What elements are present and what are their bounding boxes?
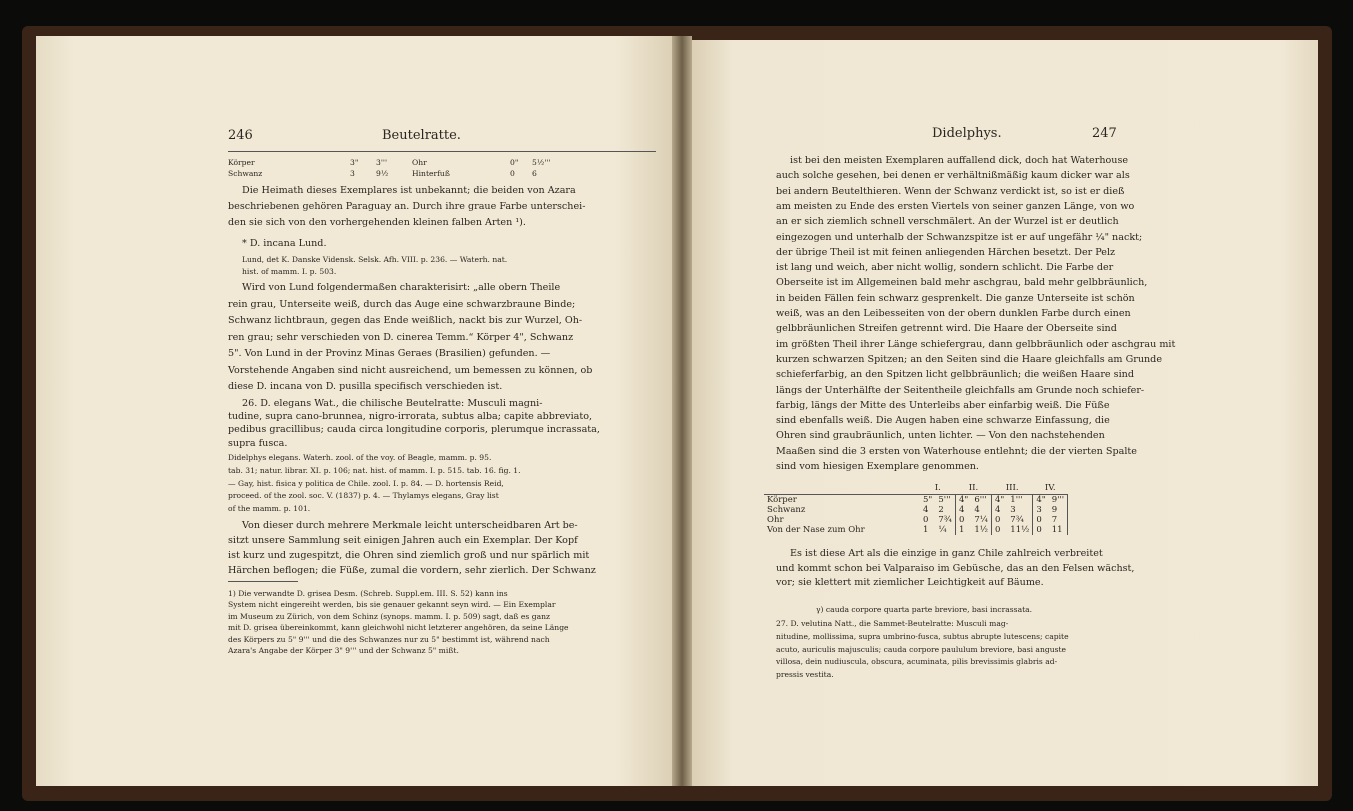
table-column-header: I.	[920, 482, 955, 495]
text-line: an er sich ziemlich schnell verschmälert. An der Wurzel ist er deutlich	[776, 216, 1119, 228]
text-line: pedibus gracillibus; cauda circa longitudine corporis, plerumque incrassata,	[228, 424, 600, 436]
table-row-label: Körper	[767, 495, 797, 505]
measurements-table	[764, 482, 1068, 535]
text-line: proceed. of the zool. soc. V. (1837) p. 4. — Thylamys elegans, Gray list	[228, 491, 499, 501]
text-line: beschriebenen gehören Paraguay an. Durch ihre graue Farbe unterschei-	[228, 201, 586, 212]
text-line: villosa, dein nudiuscula, obscura, acuminata, pilis brevissimis glabris ad-	[776, 657, 1058, 667]
measure-cell: 0	[510, 169, 515, 178]
measure-cell: 3"	[350, 158, 359, 167]
table-cell: 3	[1007, 505, 1033, 515]
header-rule	[228, 151, 656, 152]
table-cell: 4"	[958, 495, 969, 505]
table-column-header: IV.	[1033, 482, 1068, 495]
text-line: Maaßen sind die 3 ersten von Waterhouse entlehnt; die der vierten Spalte	[776, 445, 1137, 457]
text-line: Azara's Angabe der Körper 3" 9''' und der Schwanz 5" mißt.	[228, 646, 459, 655]
text-line: of the mamm. p. 101.	[228, 504, 311, 514]
text-line: gelbbräunlichen Streifen getrennt wird. Die Haare der Oberseite sind	[776, 323, 1117, 335]
text-line: 26. D. elegans Wat., die chilische Beutelratte: Musculi magni-	[242, 398, 543, 409]
text-line: tab. 31; natur. librar. XI. p. 106; nat. hist. of mamm. I. p. 515. tab. 16. fig. 1.	[228, 465, 521, 475]
text-line: den sie sich von den vorhergehenden kleinen falben Arten ¹).	[228, 217, 526, 228]
text-line: Die Heimath dieses Exemplares ist unbekannt; die beiden von Azara	[242, 185, 576, 196]
measure-cell: 3	[350, 169, 355, 178]
table-cell: 5"	[923, 495, 933, 505]
measure-cell: 6	[532, 169, 537, 178]
table-cell: 7¾	[935, 515, 955, 525]
table-cell: 0	[1036, 525, 1042, 535]
text-line: sind vom hiesigen Exemplare genommen.	[776, 461, 979, 472]
table-row	[764, 505, 1068, 515]
table-cell: 9	[1049, 505, 1068, 515]
text-line: Von dieser durch mehrere Merkmale leicht unterscheidbaren Art be-	[242, 520, 578, 531]
table-cell: ¼	[935, 525, 955, 535]
table-cell: 11½	[1007, 525, 1033, 535]
measure-cell: Schwanz	[228, 169, 263, 178]
text-line: farbig, längs der Mitte des Unterleibs aber einfarbig weiß. Die Füße	[776, 399, 1110, 411]
right-running-head: Didelphys.	[932, 126, 1002, 141]
text-line: der übrige Theil ist mit feinen anliegenden Härchen besetzt. Der Pelz	[776, 246, 1116, 258]
species-title: * D. incana Lund.	[242, 238, 327, 249]
table-cell: 7¾	[1007, 515, 1033, 525]
measure-cell: 5½'''	[532, 158, 551, 167]
table-cell: 4	[994, 505, 1001, 515]
text-line: Schwanz lichtbraun, gegen das Ende weißlich, nackt bis zur Wurzel, Oh-	[228, 315, 583, 326]
text-line: Lund, det K. Danske Vidensk. Selsk. Afh. VIII. p. 236. — Waterh. nat.	[242, 255, 508, 264]
text-line: im Museum zu Zürich, von dem Schinz (synops. mamm. I. p. 509) sagt, daß es ganz	[228, 611, 550, 621]
table-cell: 5'''	[935, 495, 955, 506]
text-line: hist. of mamm. I. p. 503.	[242, 267, 337, 276]
text-line: mit D. grisea übereinkommt, kann gleichwohl nicht letzterer angehören, da seine Länge	[228, 623, 569, 633]
text-line: supra fusca.	[228, 437, 288, 449]
text-line: ist kurz und zugespitzt, die Ohren sind ziemlich groß und nur spärlich mit	[228, 550, 590, 561]
table-cell: 6'''	[971, 495, 991, 506]
text-line: diese D. incana von D. pusilla specifisch verschieden ist.	[228, 381, 503, 392]
table-cell: 0	[994, 525, 1001, 535]
text-line: eingezogen und unterhalb der Schwanzspitze ist er auf ungefähr ¼" nackt;	[776, 231, 1143, 243]
text-line: Vorstehende Angaben sind nicht ausreichend, um bemessen zu können, ob	[228, 364, 593, 376]
left-page-number: 246	[228, 128, 253, 143]
table-row	[764, 495, 1068, 506]
table-row	[764, 525, 1068, 535]
measure-cell: Hinterfuß	[412, 169, 450, 178]
text-line: ist bei den meisten Exemplaren auffallend dick, doch hat Waterhouse	[790, 155, 1129, 166]
small-note: γ) cauda corpore quarta parte breviore, basi incrassata.	[816, 605, 1033, 614]
left-running-head: Beutelratte.	[382, 128, 461, 143]
table-cell: 4	[971, 505, 991, 515]
text-line: tudine, supra cano-brunnea, nigro-irrorata, subtus alba; capite abbreviato,	[228, 411, 593, 423]
text-line: rein grau, Unterseite weiß, durch das Auge eine schwarzbraune Binde;	[228, 298, 576, 310]
text-line: kurzen schwarzen Spitzen; an den Seiten sind die Haare gleichfalls am Grunde	[776, 353, 1162, 365]
table-column-header: II.	[955, 482, 991, 495]
table-cell: 4"	[1036, 495, 1046, 505]
text-line: bei andern Beutelthieren. Wenn der Schwanz verdickt ist, so ist er dieß	[776, 185, 1125, 197]
table-cell: 7	[1049, 515, 1068, 525]
table-header-row	[764, 482, 1068, 495]
footnote-rule	[228, 581, 298, 582]
text-line: ist lang und weich, aber nicht wollig, sondern schlicht. Die Farbe der	[776, 262, 1114, 274]
text-line: — Gay, hist. fisica y politica de Chile. zool. I. p. 84. — D. hortensis Reid,	[228, 478, 504, 488]
text-line: sitzt unsere Sammlung seit einigen Jahren auch ein Exemplar. Der Kopf	[228, 535, 578, 546]
book-gutter	[672, 36, 692, 786]
text-line: pressis vestita.	[776, 670, 834, 680]
text-line: in beiden Fällen fein schwarz gesprenkelt. Die ganze Unterseite ist schön	[776, 292, 1135, 304]
text-line: 5". Von Lund in der Provinz Minas Geraes (Brasilien) gefunden. —	[228, 348, 551, 359]
table-cell: 4"	[994, 495, 1005, 505]
text-line: 27. D. velutina Natt., die Sammet-Beutelratte: Musculi mag-	[776, 619, 1009, 628]
table-cell: 7¼	[971, 515, 991, 525]
measure-cell: 3'''	[376, 158, 388, 167]
text-line: Didelphys elegans. Waterh. zool. of the voy. of Beagle, mamm. p. 95.	[228, 453, 492, 462]
table-row-label: Von der Nase zum Ohr	[767, 525, 865, 535]
text-line: Es ist diese Art als die einzige in ganz Chile zahlreich verbreitet	[790, 548, 1103, 559]
table-row-label: Ohr	[767, 515, 784, 525]
table-cell: 0	[923, 515, 929, 525]
table-row-label: Schwanz	[767, 505, 806, 515]
text-line: auch solche gesehen, bei denen er verhältnißmäßig kaum dicker war als	[776, 170, 1130, 182]
measure-cell: Ohr	[412, 158, 427, 167]
text-line: ren grau; sehr verschieden von D. cinerea Temm.“ Körper 4", Schwanz	[228, 331, 574, 343]
text-line: System nicht eingereiht werden, bis sie genauer gekannt seyn wird. — Ein Exemplar	[228, 600, 556, 610]
text-line: sind ebenfalls weiß. Die Augen haben eine schwarze Einfassung, die	[776, 415, 1110, 427]
table-column-header: III.	[991, 482, 1032, 495]
table-cell: 0	[958, 515, 965, 525]
table-cell: 11	[1049, 525, 1068, 535]
table-cell: 2	[935, 505, 955, 515]
text-line: vor; sie klettert mit ziemlicher Leichtigkeit auf Bäume.	[776, 577, 1044, 588]
table-cell: 0	[1036, 515, 1042, 525]
table-row	[764, 515, 1068, 525]
table-cell: 4	[958, 505, 965, 515]
table-cell: 1	[958, 525, 965, 535]
text-line: Wird von Lund folgendermaßen charakterisirt: „alle obern Theile	[242, 282, 561, 293]
text-line: und kommt schon bei Valparaiso im Gebüsche, das an den Felsen wächst,	[776, 562, 1135, 574]
right-page-number: 247	[1092, 126, 1117, 141]
text-line: des Körpers zu 5" 9''' und die des Schwanzes nur zu 5" bestimmt ist, während nach	[228, 634, 550, 644]
text-line: am meisten zu Ende des ersten Viertels von seiner ganzen Länge, von wo	[776, 200, 1135, 212]
table-cell: 1	[923, 525, 929, 535]
text-line: acuto, auriculis majusculis; cauda corpore paululum breviore, basi anguste	[776, 644, 1067, 654]
text-line: im größten Theil ihrer Länge schiefergrau, dann gelbbräunlich oder aschgrau mit	[776, 338, 1176, 350]
text-line: Härchen beflogen; die Füße, zumal die vordern, sehr zierlich. Der Schwanz	[228, 565, 596, 576]
text-line: Ohren sind graubräunlich, unten lichter. — Von den nachstehenden	[776, 430, 1105, 442]
text-line: 1) Die verwandte D. grisea Desm. (Schreb. Suppl.em. III. S. 52) kann ins	[228, 589, 508, 598]
measure-cell: Körper	[228, 158, 255, 167]
text-line: Oberseite ist im Allgemeinen bald mehr aschgrau, bald mehr gelbbräunlich,	[776, 277, 1148, 289]
measure-cell: 0"	[510, 158, 519, 167]
text-line: nitudine, mollissima, supra umbrino-fusca, subtus abrupte lutescens; capite	[776, 631, 1069, 641]
table-cell: 1'''	[1007, 495, 1033, 506]
text-line: schieferfarbig, an den Spitzen licht gelbbräunlich; die weißen Haare sind	[776, 369, 1134, 381]
measure-cell: 9½	[376, 169, 389, 178]
text-line: längs der Unterhälfte der Seitentheile gleichfalls am Grunde noch schiefer-	[776, 384, 1145, 396]
text-line: weiß, was an den Leibesseiten von der obern dunklen Farbe durch einen	[776, 308, 1131, 319]
table-cell: 1½	[971, 525, 991, 535]
table-cell: 9'''	[1049, 495, 1068, 506]
table-cell: 0	[994, 515, 1001, 525]
table-cell: 3	[1036, 505, 1042, 515]
table-cell: 4	[923, 505, 929, 515]
